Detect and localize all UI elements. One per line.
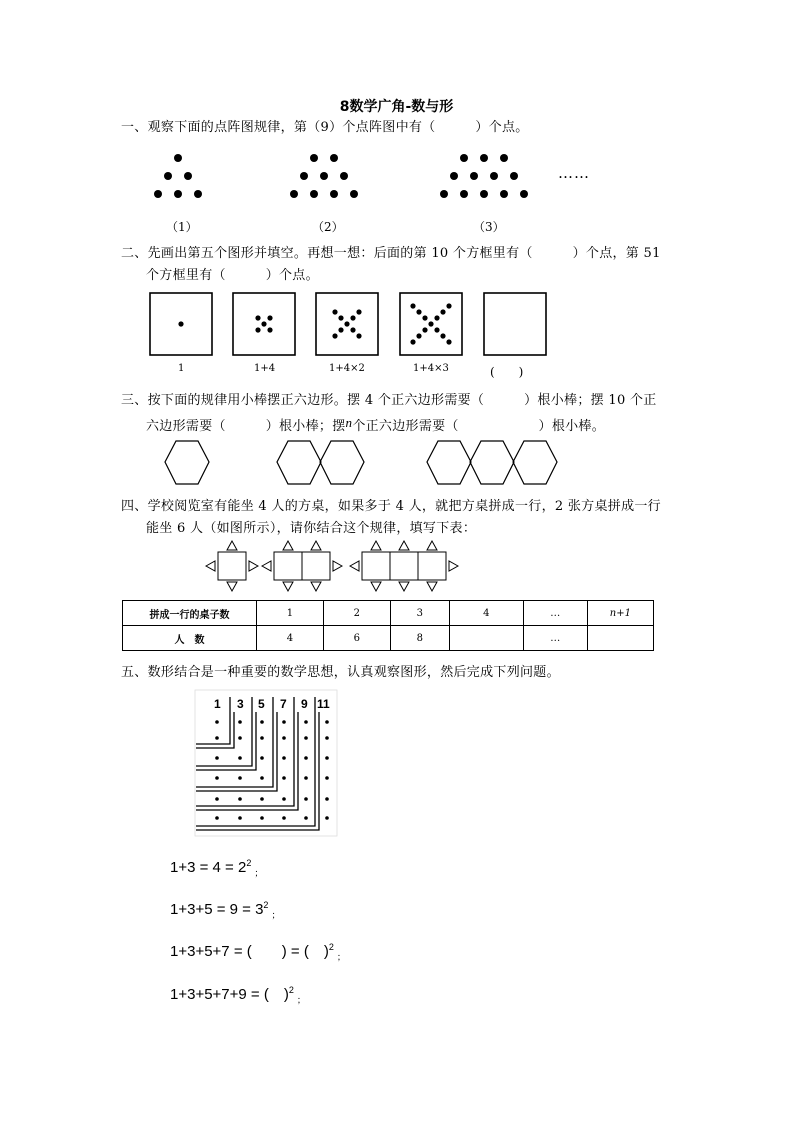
equation-1-lhs: 1+3 = 4 = 2	[170, 859, 247, 876]
grid-number-3: 3	[237, 697, 244, 711]
grid-number-1: 1	[214, 697, 221, 711]
table-cell: 4	[449, 601, 523, 626]
grid-number-7: 7	[280, 697, 287, 711]
table-cell: 6	[323, 626, 390, 651]
table-cell: 8	[390, 626, 449, 651]
table-cell: 4	[256, 626, 323, 651]
grid-number-5: 5	[258, 697, 265, 711]
table-cell: 3	[390, 601, 449, 626]
box-caption-3: 1+4×2	[329, 363, 365, 374]
equation-4-tail: ；	[296, 995, 306, 1005]
grid-number-9: 9	[301, 697, 308, 711]
question-4-line-1: 四、学校阅览室有能坐 4 人的方桌，如果多于 4 人，就把方桌拼成一行，2 张方桌拼成一行	[121, 499, 661, 514]
box-caption-1: 1	[178, 363, 185, 374]
question-2-line-2: 个方框里有（ ）个点。	[146, 268, 319, 283]
pattern-label-1: （1）	[166, 220, 198, 234]
table-cell: 1	[256, 601, 323, 626]
question-5-text: 五、数形结合是一种重要的数学思想，认真观察图形，然后完成下列问题。	[121, 665, 560, 680]
equation-3-exp: 2	[328, 942, 334, 952]
table-cell: …	[523, 626, 587, 651]
table-cell: 拼成一行的桌子数	[123, 601, 257, 626]
pattern-label-3: （3）	[473, 220, 505, 234]
equation-2-exp: 2	[263, 900, 269, 910]
table-cell: 人 数	[123, 626, 257, 651]
equation-3-tail: ；	[336, 952, 346, 962]
question-4-line-2: 能坐 6 人（如图所示），请你结合这个规律，填写下表：	[146, 521, 477, 536]
question-3-line-2-b: 个正六边形需要（ ）根小棒。	[352, 419, 606, 434]
variable-n: n	[345, 415, 353, 430]
equation-2	[170, 900, 280, 921]
equation-1	[170, 858, 263, 879]
table-cell: 2	[323, 601, 390, 626]
equation-2-tail: ；	[271, 910, 281, 920]
equation-3-lhs: 1+3+5+7 = ( ) = ( )	[170, 943, 329, 960]
question-1-text: 一、观察下面的点阵图规律，第（9）个点阵图中有（ ）个点。	[121, 120, 529, 135]
table-cell: n+1	[587, 601, 653, 626]
equation-2-lhs: 1+3+5 = 9 = 3	[170, 901, 264, 918]
ellipsis: ……	[558, 164, 590, 182]
equation-1-exp: 2	[246, 858, 252, 868]
pattern-label-2: （2）	[312, 220, 344, 234]
grid-number-11: 11	[317, 697, 330, 711]
question-2-line-1: 二、先画出第五个图形并填空。再想一想：后面的第 10 个方框里有（ ）个点，第 51	[121, 246, 661, 261]
equation-4-exp: 2	[288, 985, 294, 995]
equation-3	[170, 940, 346, 963]
question-3-line-1: 三、按下面的规律用小棒摆正六边形。摆 4 个正六边形需要（ ）根小棒；摆 10 个正	[121, 393, 657, 408]
equation-4	[170, 983, 306, 1006]
page-title: 8数学广角-数与形	[339, 99, 454, 115]
equation-1-tail: ；	[254, 868, 264, 878]
equation-4-lhs: 1+3+5+7+9 = ( )	[170, 986, 289, 1003]
box-caption-2: 1+4	[254, 363, 276, 374]
table-cell: …	[523, 601, 587, 626]
box-caption-5: ( )	[490, 365, 524, 379]
box-caption-4: 1+4×3	[413, 363, 449, 374]
question-3-line-2-a: 六边形需要（ ）根小棒；摆	[146, 419, 346, 434]
